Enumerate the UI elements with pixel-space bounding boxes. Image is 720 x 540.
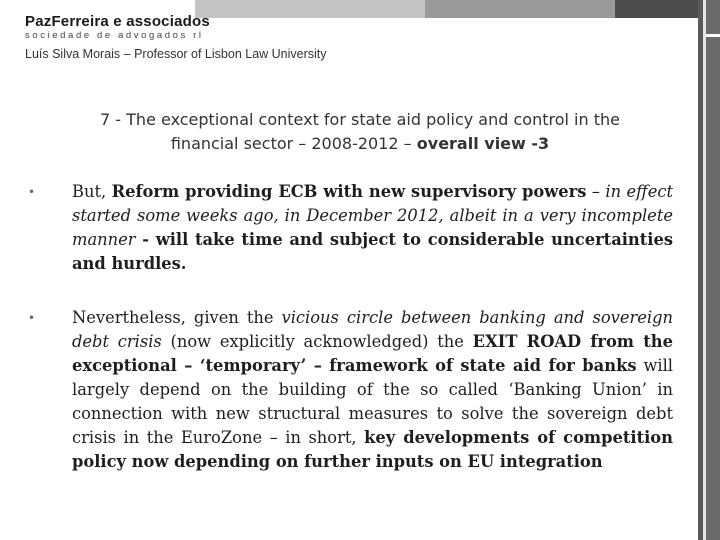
bullet-1-text-2: Reform providing ECB with new supervisory powers xyxy=(111,182,587,201)
bullet-list xyxy=(28,180,673,474)
slide-title xyxy=(40,108,680,156)
title-line-1: 7 - The exceptional context for state aid policy and control in the xyxy=(100,110,620,129)
bullet-2-text-6: key developments of competition policy now depending on further inputs on EU integration xyxy=(72,428,674,471)
bullet-1-text-4: in effect started some weeks ago, in December 2012, albeit in a very incomplete manner xyxy=(72,182,673,249)
bullet-item xyxy=(28,306,673,474)
bullet-marker: • xyxy=(28,185,36,199)
bullet-marker: • xyxy=(28,311,36,325)
bullet-2-text-2: vicious circle between banking and sovereign debt crisis xyxy=(72,308,673,351)
title-line-2-bold: overall view -3 xyxy=(416,134,550,153)
bullet-2-text-1: Nevertheless, given the xyxy=(72,308,282,327)
title-line-2-normal: financial sector – 2008-2012 – xyxy=(170,134,417,153)
bullet-1-text-3: – xyxy=(586,182,606,201)
logo-subtitle: sociedade de advogados rl xyxy=(25,30,204,41)
logo-name: PazFerreira e associados xyxy=(25,13,210,30)
firm-logo xyxy=(25,14,210,41)
right-decorative-strip xyxy=(698,0,720,540)
title-line-2 xyxy=(40,132,680,156)
bullet-1-text-5: - will take time and subject to considerable uncertainties and hurdles. xyxy=(72,230,673,273)
bullet-1-text-1: But, xyxy=(72,182,112,201)
bullet-2-text-5: will largely depend on the building of the so called ‘Banking Union’ in connection with new structural measures to solve the sovereign debt crisis in the EuroZone – in short, xyxy=(72,356,674,447)
bullet-2-text-4: EXIT ROAD from the exceptional – ‘temporary’ – framework of state aid for banks xyxy=(72,332,673,375)
bullet-2-text-3: (now explicitly acknowledged) the xyxy=(161,332,473,351)
author-line: Luís Silva Morais – Professor of Lisbon Law University xyxy=(25,47,327,61)
bullet-item xyxy=(28,180,673,276)
